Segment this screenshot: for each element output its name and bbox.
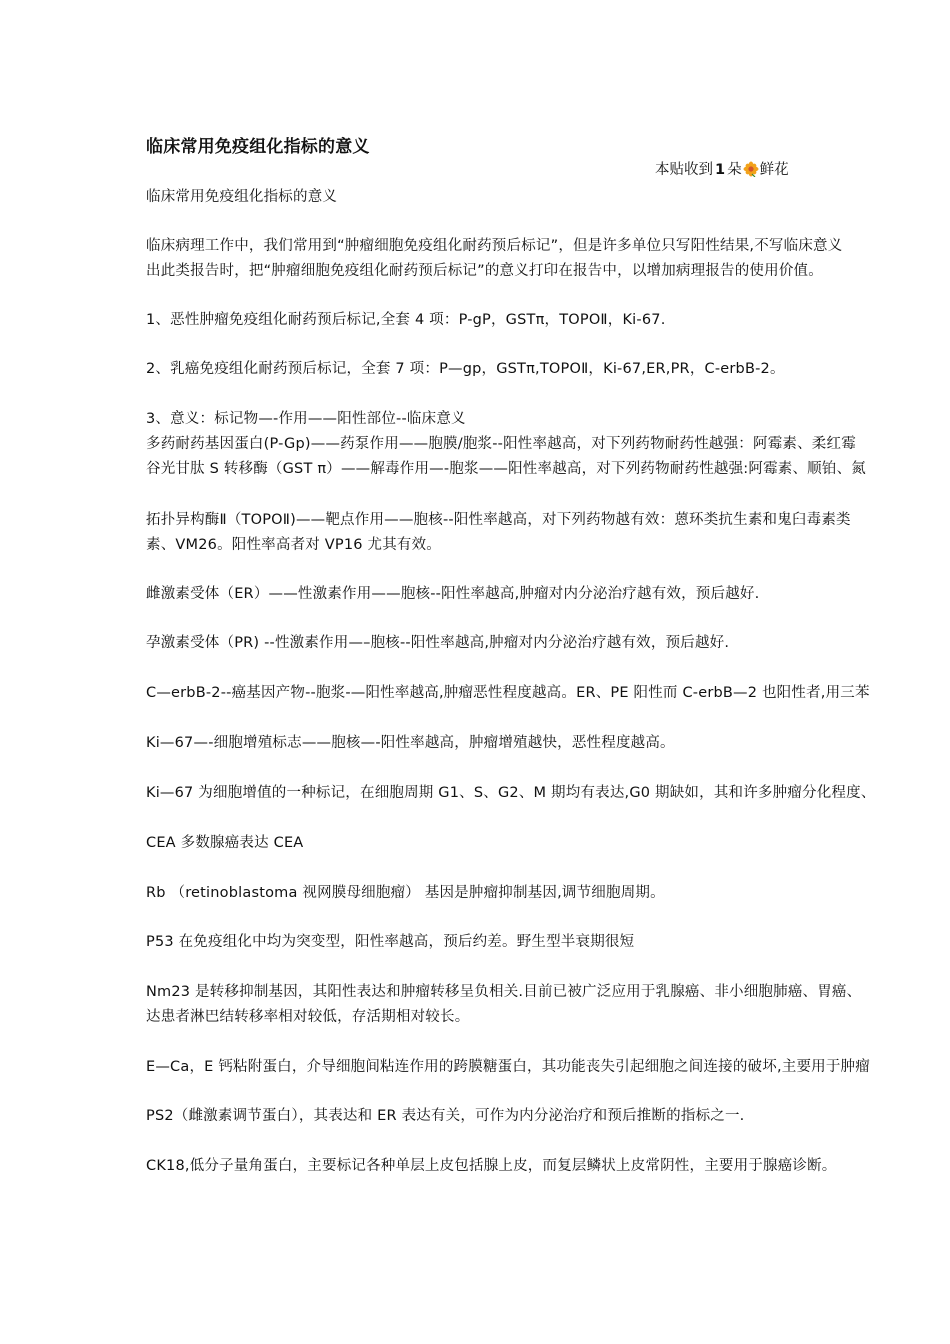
cea-line: CEA 多数腺癌表达 CEA: [146, 835, 304, 851]
subtitle: 临床常用免疫组化指标的意义: [146, 189, 338, 205]
ki67-line-1: Ki—67—-细胞增殖标志——胞核—-阳性率越高，肿瘤增殖越快，恶性程度越高。: [146, 735, 675, 751]
pgp-line: 多药耐药基因蛋白(P-Gp)——药泵作用——胞膜/胞浆--阳性率越高，对下列药物耐药性越强：阿霉素、柔红霉: [146, 436, 856, 452]
nm23-line-2: 达患者淋巴结转移率相对较低，存活期相对较长。: [146, 1009, 470, 1025]
topo-line-1: 拓扑异构酶Ⅱ（TOPOⅡ)——靶点作用——胞核--阳性率越高，对下列药物越有效：蒽环类抗生素和鬼臼毒素类: [146, 512, 851, 528]
item-3: 3、意义：标记物—-作用——阳性部位--临床意义: [146, 411, 466, 427]
cerbb2-line: C—erbB-2--癌基因产物--胞浆-—阳性率越高,肿瘤恶性程度越高。ER、PE 阳性而 C-erbB—2 也阳性者,用三苯: [146, 685, 870, 701]
flower-unit: 朵: [727, 162, 742, 178]
intro-line-1: 临床病理工作中，我们常用到“肿瘤细胞免疫组化耐药预后标记”，但是许多单位只写阳性结果,不写临床意义: [146, 238, 843, 254]
ps2-line: PS2（雌激素调节蛋白），其表达和 ER 表达有关，可作为内分泌治疗和预后推断的指标之一.: [146, 1108, 745, 1124]
nm23-line-1: Nm23 是转移抑制基因，其阳性表达和肿瘤转移呈负相关.目前已被广泛应用于乳腺癌、非小细胞肺癌、胃癌、: [146, 984, 862, 1000]
item-1: 1、恶性肿瘤免疫组化耐药预后标记,全套 4 项：P-gP，GSTπ，TOPOⅡ，Ki-67.: [146, 312, 666, 328]
eca-line: E—Ca，E 钙粘附蛋白，介导细胞间粘连作用的跨膜糖蛋白，其功能丧失引起细胞之间连接的破坏,主要用于肿瘤: [146, 1059, 870, 1075]
p53-line: P53 在免疫组化中均为突变型，阳性率越高，预后约差。野生型半衰期很短: [146, 934, 635, 950]
intro-line-2: 出此类报告时，把“肿瘤细胞免疫组化耐药预后标记”的意义打印在报告中，以增加病理报告的使用价值。: [146, 263, 823, 279]
pr-line: 孕激素受体（PR) --性激素作用—–胞核--阳性率越高,肿瘤对内分泌治疗越有效，预后越好.: [146, 635, 730, 651]
flower-icon: [743, 161, 759, 177]
er-line: 雌激素受体（ER）——性激素作用——胞核--阳性率越高,肿瘤对内分泌治疗越有效，预后越好.: [146, 586, 760, 602]
rb-line: Rb （retinoblastoma 视网膜母细胞瘤） 基因是肿瘤抑制基因,调节细胞周期。: [146, 885, 665, 901]
flower-prefix: 本贴收到: [655, 162, 713, 178]
page-title: 临床常用免疫组化指标的意义: [146, 137, 370, 157]
flower-count-line: [655, 160, 789, 180]
item-2: 2、乳癌免疫组化耐药预后标记，全套 7 项：P—gp，GSTπ,TOPOⅡ，Ki-67,ER,PR，C-erbB-2。: [146, 361, 785, 377]
gst-line: 谷光甘肽 S 转移酶（GST π）——解毒作用—-胞浆——阳性率越高，对下列药物耐药性越强:阿霉素、顺铂、氮: [146, 461, 866, 477]
topo-line-2: 素、VM26。阳性率高者对 VP16 尤其有效。: [146, 537, 442, 553]
ck18-line: CK18,低分子量角蛋白，主要标记各种单层上皮包括腺上皮，而复层鳞状上皮常阴性，主要用于腺癌诊断。: [146, 1158, 837, 1174]
ki67-line-2: Ki—67 为细胞增值的一种标记，在细胞周期 G1、S、G2、M 期均有表达,G0 期缺如，其和许多肿瘤分化程度、: [146, 785, 876, 801]
flower-suffix: 鲜花: [759, 162, 789, 178]
flower-count: 1: [715, 162, 726, 178]
